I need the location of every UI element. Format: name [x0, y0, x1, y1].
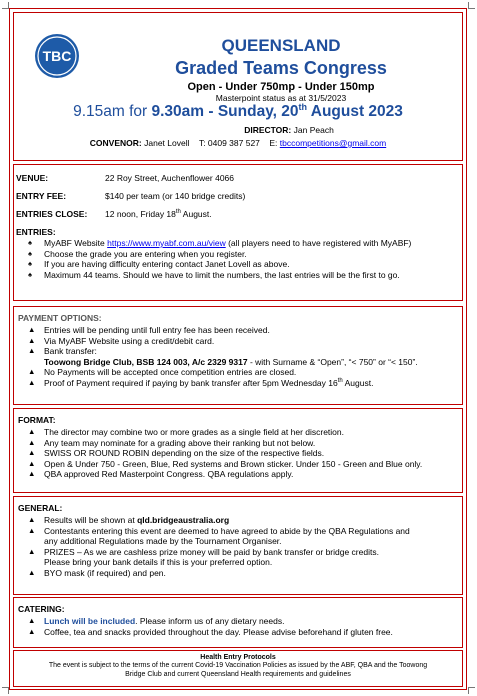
- event-date: 9.30am - Sunday, 20: [151, 103, 299, 120]
- entries-close-label: ENTRIES CLOSE:: [16, 209, 88, 219]
- triangle-icon: ▲: [28, 469, 36, 478]
- health-protocols-section: [13, 650, 463, 687]
- catering-list: [14, 616, 393, 637]
- format-list: [14, 427, 422, 480]
- masterpoint-note: Masterpoint status as at 31/5/2023: [215, 93, 347, 103]
- list-item: ▲ Open & Under 750 - Green, Blue, Red systems and Brown sticker. Under 150 - Green and Blue only.: [28, 458, 423, 469]
- page-corner-mark: [468, 687, 475, 694]
- triangle-icon: ▲: [28, 325, 36, 334]
- catering-heading: CATERING:: [18, 604, 65, 614]
- list-item: ▲ Entries will be pending until full entry fee has been received.: [28, 325, 270, 335]
- venue-section: [13, 164, 463, 301]
- list-item: ▲ SWISS OR ROUND ROBIN depending on the size of the respective fields.: [28, 448, 325, 458]
- triangle-icon: ▲: [28, 346, 36, 355]
- page-corner-mark: [468, 2, 475, 9]
- list-item: ♠ MyABF Website https://www.myabf.com.au/view (all players need to have registered with MyABF): [28, 238, 412, 248]
- payment-list: [14, 325, 418, 388]
- list-item: ▲ BYO mask (if required) and pen.: [28, 567, 166, 578]
- list-item: ▲ No Payments will be accepted once competition entries are closed.: [28, 367, 297, 377]
- page-corner-mark: [2, 2, 9, 9]
- triangle-icon: ▲: [28, 377, 36, 387]
- health-protocols-title: Health Entry Protocols: [200, 654, 276, 661]
- payment-heading: PAYMENT OPTIONS:: [18, 313, 102, 323]
- list-item: any additional Regulations made by the Tournament Organiser.: [44, 536, 282, 546]
- entries-label: ENTRIES:: [16, 227, 56, 237]
- health-protocols-text: The event is subject to the terms of the current Covid-19 Vaccination Policies as issued by the ABF, QBA and the Toowong Bridge Club and current Queensland Health requirements and guidelines: [48, 662, 428, 678]
- triangle-icon: ▲: [28, 367, 36, 376]
- triangle-icon: ▲: [28, 626, 36, 636]
- start-time: 9.15am for: [73, 103, 152, 120]
- format-section: [13, 408, 463, 493]
- list-item: ▲ Results will be shown at qld.bridgeaustralia.org: [28, 515, 230, 525]
- list-item: ▲ Bank transfer:: [28, 346, 97, 356]
- payment-section: [13, 306, 463, 405]
- triangle-icon: ▲: [28, 616, 36, 625]
- list-item: ♠ Maximum 44 teams. Should we have to limit the numbers, the last entries will be the first to go.: [28, 269, 400, 280]
- general-section: [13, 496, 463, 595]
- director-line: DIRECTOR: Jan Peach: [244, 125, 334, 135]
- triangle-icon: ▲: [28, 448, 36, 457]
- list-item: ▲ Lunch will be included. Please inform us of any dietary needs.: [28, 616, 285, 626]
- convenor-line: CONVENOR: Janet Lovell T: 0409 387 527 E: tbccompetitions@gmail.com: [89, 138, 387, 148]
- list-item: Please bring your bank details if this is your preferred option.: [44, 557, 273, 567]
- spade-icon: ♠: [28, 238, 32, 247]
- spade-icon: ♠: [28, 259, 32, 268]
- director-name: Jan Peach: [293, 125, 334, 135]
- list-item: ♠ Choose the grade you are entering when you register.: [28, 248, 247, 259]
- entry-fee: $140 per team (or 140 bridge credits): [105, 191, 246, 201]
- list-item: ▲ QBA approved Red Masterpoint Congress. QBA regulations apply.: [28, 469, 294, 479]
- convenor-phone: T: 0409 387 527: [198, 138, 260, 148]
- triangle-icon: ▲: [28, 335, 36, 345]
- entries-list: [14, 238, 411, 280]
- myabf-link[interactable]: https://www.myabf.com.au/view: [107, 238, 226, 248]
- list-item: ▲ Via MyABF Website using a credit/debit card.: [28, 335, 215, 346]
- spade-icon: ♠: [28, 248, 32, 258]
- convenor-name: Janet Lovell: [144, 138, 190, 148]
- triangle-icon: ▲: [28, 567, 36, 577]
- triangle-icon: ▲: [28, 427, 36, 436]
- convenor-email-link[interactable]: tbccompetitions@gmail.com: [279, 138, 387, 148]
- triangle-icon: ▲: [28, 515, 36, 524]
- event-grades: Open - Under 750mp - Under 150mp: [187, 81, 375, 93]
- triangle-icon: ▲: [28, 458, 36, 468]
- entry-fee-label: ENTRY FEE:: [16, 191, 67, 201]
- list-item: ▲ PRIZES – As we are cashless prize money will be paid by bank transfer or bridge credits.: [28, 546, 379, 557]
- catering-section: [13, 597, 463, 648]
- venue-address: 22 Roy Street, Auchenflower 4066: [105, 173, 234, 183]
- bank-details: Toowong Bridge Club, BSB 124 003, A/c 2329 9317: [44, 356, 248, 367]
- title-line2: Graded Teams Congress: [175, 58, 387, 78]
- triangle-icon: ▲: [28, 437, 36, 447]
- logo-text: TBC: [42, 48, 72, 64]
- results-website: qld.bridgeaustralia.org: [137, 515, 230, 525]
- venue-label: VENUE:: [16, 173, 49, 183]
- general-heading: GENERAL:: [18, 503, 63, 513]
- general-list: [14, 515, 410, 578]
- title-line1: QUEENSLAND: [221, 36, 341, 55]
- page-corner-mark: [2, 687, 9, 694]
- list-item: ▲ Any team may nominate for a grading above their ranking but not below.: [28, 437, 316, 448]
- header-box: [13, 12, 463, 161]
- format-heading: FORMAT:: [18, 415, 56, 425]
- list-item: ▲ The director may combine two or more grades as a single field at her discretion.: [28, 427, 344, 437]
- tbc-logo: [34, 33, 80, 79]
- spade-icon: ♠: [28, 269, 32, 279]
- list-item: ▲ Coffee, tea and snacks provided throughout the day. Please advise beforehand if gluten free.: [28, 626, 393, 637]
- list-item: ♠ If you are having difficulty entering contact Janet Lovell as above.: [28, 259, 290, 269]
- triangle-icon: ▲: [28, 546, 36, 556]
- triangle-icon: ▲: [28, 525, 36, 535]
- date-time-line: 9.15am for 9.30am - Sunday, 20th August 2023: [73, 101, 403, 120]
- entries-close: 12 noon, Friday 18th August.: [105, 209, 212, 219]
- list-item: ▲ Proof of Payment required if paying by bank transfer after 5pm Wednesday 16th August.: [28, 377, 374, 388]
- list-item: ▲ Contestants entering this event are deemed to have agreed to abide by the QBA Regulations and: [28, 525, 410, 536]
- list-item: Toowong Bridge Club, BSB 124 003, A/c 2329 9317 - with Surname & “Open”, “< 750” or “< 150”.: [44, 356, 418, 367]
